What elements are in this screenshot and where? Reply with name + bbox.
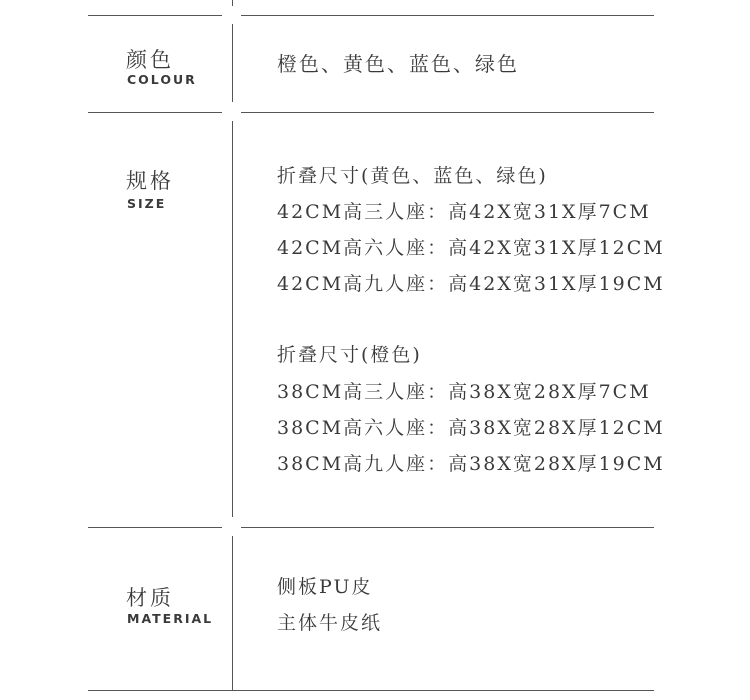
rule-size-right [241,527,654,528]
divider-vertical-top [232,0,233,6]
rule-colour-right [241,112,654,113]
size-group1-line-3: 42CM高九人座：高42X宽31X厚19CM [277,273,665,295]
size-group2-line-3: 38CM高九人座：高38X宽28X厚19CM [277,453,665,475]
rule-size-left [88,527,222,528]
material-line-2: 主体牛皮纸 [277,612,383,634]
size-group1-line-2: 42CM高六人座：高42X宽31X厚12CM [277,237,665,259]
rule-top-left [88,15,222,16]
size-group1-line-1: 42CM高三人座：高42X宽31X厚7CM [277,201,651,223]
size-divider [232,121,233,517]
colour-label-en: COLOUR [127,72,197,87]
size-label-cn: 规格 [126,169,174,193]
size-group1-title: 折叠尺寸(黄色、蓝色、绿色) [277,165,548,187]
material-label-cn: 材质 [126,586,174,610]
size-label-en: SIZE [127,196,167,211]
material-divider [232,536,233,690]
colour-value: 橙色、黄色、蓝色、绿色 [277,52,519,76]
colour-label-cn: 颜色 [126,48,174,72]
size-group2-line-2: 38CM高六人座：高38X宽28X厚12CM [277,417,665,439]
material-line-1: 侧板PU皮 [277,576,373,598]
size-group2-line-1: 38CM高三人座：高38X宽28X厚7CM [277,381,651,403]
colour-divider [232,24,233,102]
size-group2-title: 折叠尺寸(橙色) [277,344,422,366]
rule-colour-left [88,112,222,113]
rule-top-right [241,15,654,16]
rule-bottom [88,690,654,691]
material-label-en: MATERIAL [127,611,214,626]
